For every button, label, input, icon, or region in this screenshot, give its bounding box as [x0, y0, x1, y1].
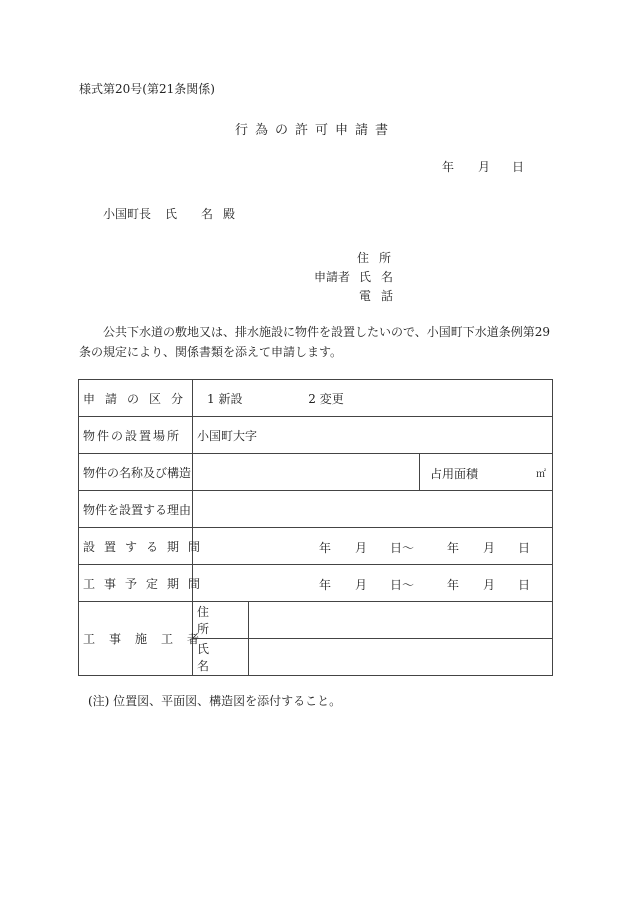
applicant-label: 申請者	[314, 270, 351, 284]
page-title: 行為の許可申請書	[234, 123, 395, 138]
applicant-phone-label: 電話	[359, 289, 404, 303]
category-label: 申請の区分	[79, 380, 193, 417]
addressee-honorific: 殿	[223, 207, 236, 221]
install-month-to: 月	[483, 541, 496, 555]
work-day-from: 日〜	[390, 578, 415, 592]
location-value: 小国町大字	[197, 428, 258, 443]
install-year-to: 年	[447, 541, 460, 555]
install-day-to: 日	[518, 541, 531, 555]
install-year: 年	[319, 541, 332, 555]
area-unit: ㎡	[536, 469, 547, 480]
option-new[interactable]: 1 新設	[207, 391, 243, 406]
reason-label: 物件を設置する理由	[79, 491, 193, 528]
row-contractor-address	[79, 602, 553, 639]
category-options	[193, 380, 553, 417]
location-label: 物件の設置場所	[79, 417, 193, 454]
name-structure-label: 物件の名称及び構造	[79, 454, 193, 491]
body-text: 公共下水道の敷地又は、排水施設に物件を設置したいので、小国町下水道条例第29条の規定により、関係書類を添えて申請します。	[79, 325, 551, 359]
row-install-period	[79, 528, 553, 565]
area-cell[interactable]	[420, 454, 553, 491]
addressee-mei: 名	[201, 207, 214, 221]
row-name-structure	[79, 454, 553, 491]
contractor-address-field[interactable]	[249, 602, 553, 639]
row-work-period	[79, 565, 553, 602]
contractor-label: 工事施工者	[79, 602, 193, 676]
date-month-label: 月	[478, 160, 491, 174]
addressee-office: 小国町長	[103, 207, 152, 221]
reason-field[interactable]	[193, 491, 553, 528]
work-period-field[interactable]	[193, 565, 553, 602]
date-day-label: 日	[512, 160, 525, 174]
row-category	[79, 380, 553, 417]
install-day-from: 日〜	[390, 541, 415, 555]
row-reason	[79, 491, 553, 528]
note: (注) 位置図、平面図、構造図を添付すること。	[88, 694, 342, 708]
addressee-shi: 氏	[165, 207, 178, 221]
install-period-label: 設置する期間	[79, 528, 193, 565]
work-period-label: 工事予定期間	[79, 565, 193, 602]
work-year: 年	[319, 578, 332, 592]
addressee	[103, 205, 235, 222]
contractor-name-label: 氏名	[193, 639, 249, 676]
work-year-to: 年	[447, 578, 460, 592]
applicant-address-label: 住所	[357, 251, 402, 265]
contractor-address-label: 住所	[193, 602, 249, 639]
work-month-to: 月	[483, 578, 496, 592]
contractor-name-field[interactable]	[249, 639, 553, 676]
form-number: 様式第20号(第21条関係)	[79, 82, 215, 96]
install-period-field[interactable]	[193, 528, 553, 565]
name-structure-field[interactable]	[193, 454, 420, 491]
option-change[interactable]: 2 変更	[308, 391, 344, 406]
row-location	[79, 417, 553, 454]
install-month: 月	[355, 541, 368, 555]
work-month: 月	[355, 578, 368, 592]
applicant-name-label: 氏名	[359, 270, 404, 284]
location-field[interactable]	[193, 417, 553, 454]
work-day-to: 日	[518, 578, 531, 592]
area-label: 占用面積	[430, 467, 479, 481]
date-year-label: 年	[442, 160, 455, 174]
application-table	[78, 379, 553, 676]
